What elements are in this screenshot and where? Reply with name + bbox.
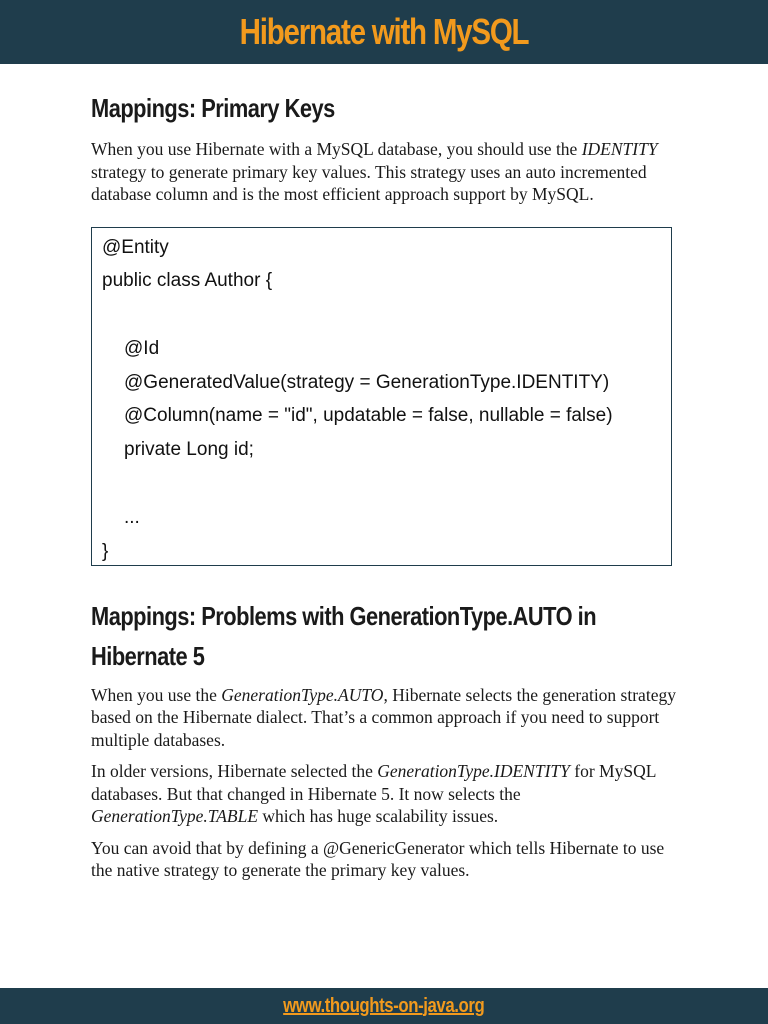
main-content [91, 82, 681, 882]
code-line-blank [102, 298, 671, 332]
paragraph-text: In older versions, Hibernate selected the [91, 761, 378, 781]
section-heading-line: Mappings: Problems with GenerationType.AUTO in [91, 600, 597, 631]
paragraph-text: which has huge scalability issues. [258, 806, 499, 826]
paragraph-generation-auto [91, 684, 681, 752]
paragraph-text: When you use Hibernate with a MySQL database, you should use the [91, 139, 582, 159]
page-footer [0, 988, 768, 1024]
paragraph-text: strategy to generate primary key values. This strategy uses an auto incremented database column and is the most efficient approach support by MySQL. [91, 161, 647, 204]
paragraph-generic-generator: You can avoid that by defining a @GenericGenerator which tells Hibernate to use the native strategy to generate the primary key values. [91, 837, 665, 880]
code-line: private Long id; [124, 439, 254, 461]
code-line: @Column(name = "id", updatable = false, nullable = false) [124, 405, 613, 427]
code-line: @Entity [102, 236, 169, 258]
section-heading-primary-keys: Mappings: Primary Keys [91, 93, 335, 123]
emphasis-generation-auto: GenerationType.AUTO [221, 684, 384, 705]
website-link[interactable]: www.thoughts-on-java.org [283, 994, 485, 1017]
section-heading-generation-auto [91, 596, 681, 676]
emphasis-identity: IDENTITY [581, 139, 658, 159]
paragraph-text: , Hibernate selects the generation strategy based on the Hibernate dialect. That’s a common approach if you need to support multiple databases. [91, 684, 676, 750]
paragraph-identity-strategy [91, 138, 681, 206]
code-line-blank [102, 467, 671, 501]
code-line: public class Author { [102, 270, 273, 292]
page-title: Hibernate with MySQL [239, 11, 529, 52]
code-line: } [102, 540, 109, 562]
section-heading-line: Hibernate 5 [91, 640, 205, 671]
paragraph-older-versions [91, 760, 681, 828]
code-line: @Id [124, 337, 160, 359]
code-line: ... [124, 506, 140, 528]
paragraph-text: for MySQL databases. But that changed in Hibernate 5. It now selects the [91, 761, 656, 804]
emphasis-generation-table: GenerationType.TABLE [91, 806, 259, 826]
emphasis-generation-identity: GenerationType.IDENTITY [377, 761, 570, 781]
code-block [91, 227, 672, 566]
code-line: @GeneratedValue(strategy = GenerationType.IDENTITY) [124, 371, 610, 393]
paragraph-text: When you use the [91, 684, 222, 705]
page-header [0, 0, 768, 64]
